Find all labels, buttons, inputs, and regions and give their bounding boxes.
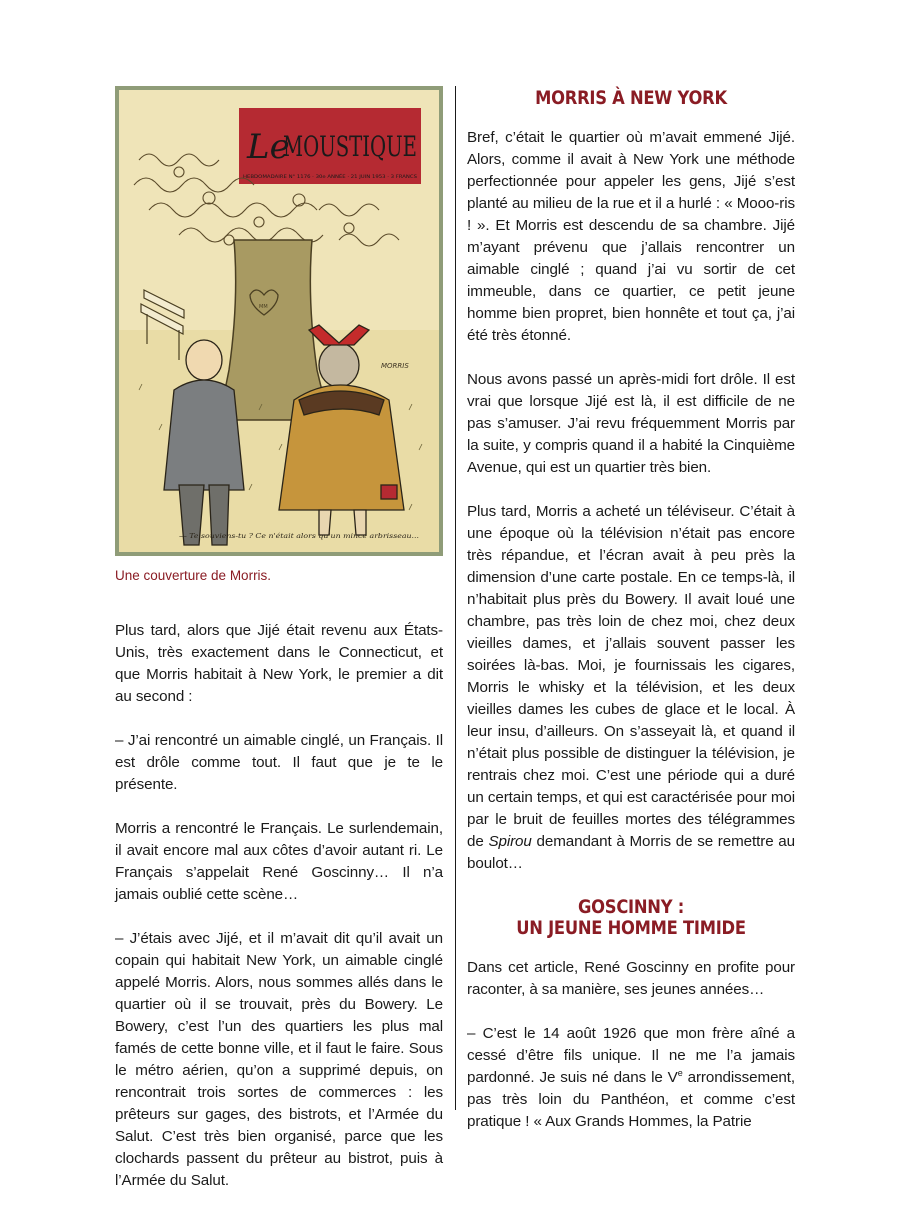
section2-body [467, 957, 795, 1133]
magazine-cover-frame [115, 86, 443, 556]
right-column [467, 86, 795, 1155]
section2-p2-text-before: – C’est le 14 août 1926 que mon frère aîné a cessé d’être fils unique. Il ne me l’a jamais pardonné. Je suis né dans le V [467, 1025, 795, 1086]
section2-paragraph-2 [467, 1023, 795, 1133]
section1-body [467, 127, 795, 875]
section-heading-goscinny-line1: GOSCINNY : [578, 896, 684, 918]
spirou-title: Spirou [488, 833, 532, 850]
section1-paragraph-3 [467, 501, 795, 875]
carved-initials: MM [259, 304, 268, 310]
section1-paragraph-1: Bref, c’était le quartier où m’avait emmené Jijé. Alors, comme il avait à New York une méthode perfectionnée pour appeler les gens, Jijé s’est planté au milieu de la rue et il a hurlé : « Mooo-ris ! ». Et Morris est descendu de sa chambre. Jijé m’ayant prévenu que j’allais rencontrer un aimable cinglé ; quand j’ai vu sortir de cet immeuble, dans ce quartier, ce petit jeune homme bien propret, bien honnête et tout ça, j’ai été très étonné. [467, 129, 795, 344]
section-heading-goscinny-line2: UN JEUNE HOMME TIMIDE [516, 917, 746, 939]
cover-bottom-caption: — Te souviens-tu ? Ce n'était alors qu'un mince arbrisseau... [179, 533, 420, 540]
left-paragraph-3: Morris a rencontré le Français. Le surlendemain, il avait encore mal aux côtes d’avoir autant ri. Le Français s’appelait René Goscinny… Il n’a jamais oublié cette scène… [115, 820, 443, 903]
section1-p3-text-after: demandant à Morris de se remettre au boulot… [467, 833, 795, 872]
section-heading-morris-new-york: MORRIS À NEW YORK [535, 87, 727, 109]
section2-intro: Dans cet article, René Goscinny en profite pour raconter, à sa manière, ses jeunes années… [467, 959, 795, 998]
left-column [115, 86, 443, 1214]
ordinal-superscript: e [677, 1067, 683, 1078]
artist-signature: MORRIS [381, 362, 409, 370]
section1-p3-text-before: Plus tard, Morris a acheté un téléviseur. C’était à une époque où la télévision n’était pas encore très répandue, et l’écran avait à peu près la dimension d’une carte postale. En ce temps-là, il n’habitait plus près du Bowery. Il avait loué une chambre, pas très loin de chez moi, chez deux vieilles dames, et j’allais souvent passer les soirées là-bas. Moi, je fournissais les cigares, Morris le whisky et la télévision, et les deux vieilles dames les cubes de glace et le local. À leur insu, d’ailleurs. On s’asseyait là, et quand il n’était plus possible de distinguer la télévision, je rentrais chez moi. C’est une période qui a duré un certain temps, et qui est caractérisée pour moi par le bruit de feuilles mortes des télégrammes de [467, 503, 795, 850]
magazine-cover-illustration [119, 90, 439, 552]
left-body-text [115, 620, 443, 1192]
masthead-small: HEBDOMADAIRE N° 1176 · 30e ANNÉE · 21 JUIN 1953 · 3 FRANCS [243, 175, 390, 180]
masthead-title: MOUSTIQUE [283, 130, 417, 163]
section2-p2-text-after: arrondissement, pas très loin du Panthéon, et comme c’est pratique ! « Aux Grands Hommes, la Patrie [467, 1069, 795, 1130]
left-paragraph-1: Plus tard, alors que Jijé était revenu aux États-Unis, très exactement dans le Connecticut, et que Morris habitait à New York, le premier a dit au second : [115, 622, 443, 705]
section-heading-goscinny [490, 897, 772, 939]
left-paragraph-2: – J’ai rencontré un aimable cinglé, un Français. Il est drôle comme tout. Il faut que je te le présente. [115, 732, 443, 793]
cover-artwork [119, 90, 439, 552]
column-divider [455, 86, 456, 1110]
left-paragraph-4: – J’étais avec Jijé, et il m’avait dit qu’il avait un copain qui habitait New York, un aimable cinglé appelé Morris. Alors, nous sommes allés dans le quartier où il se trouvait, près du Bowery. Le Bowery, c’est l’un des quartiers les plus mal famés de cette bonne ville, et il faut le faire. Sous le métro aérien, qu’on a supprimé depuis, on rencontrait trois sortes de commerces : les prêteurs sur gages, des bistrots, et l’Armée du Salut. C’est très bien organisé, parce que les clochards passent du prêteur au bistrot, puis à l’Armée du Salut. [115, 930, 443, 1189]
cover-caption: Une couverture de Morris. [115, 568, 272, 583]
masthead-script: Le [247, 127, 290, 167]
section1-paragraph-2: Nous avons passé un après-midi fort drôle. Il est vrai que lorsque Jijé est là, il est difficile de ne pas s’amuser. J’ai revu fréquemment Morris par la suite, y compris quand il a habité la Cinquième Avenue, qui est un quartier très bien. [467, 371, 795, 476]
